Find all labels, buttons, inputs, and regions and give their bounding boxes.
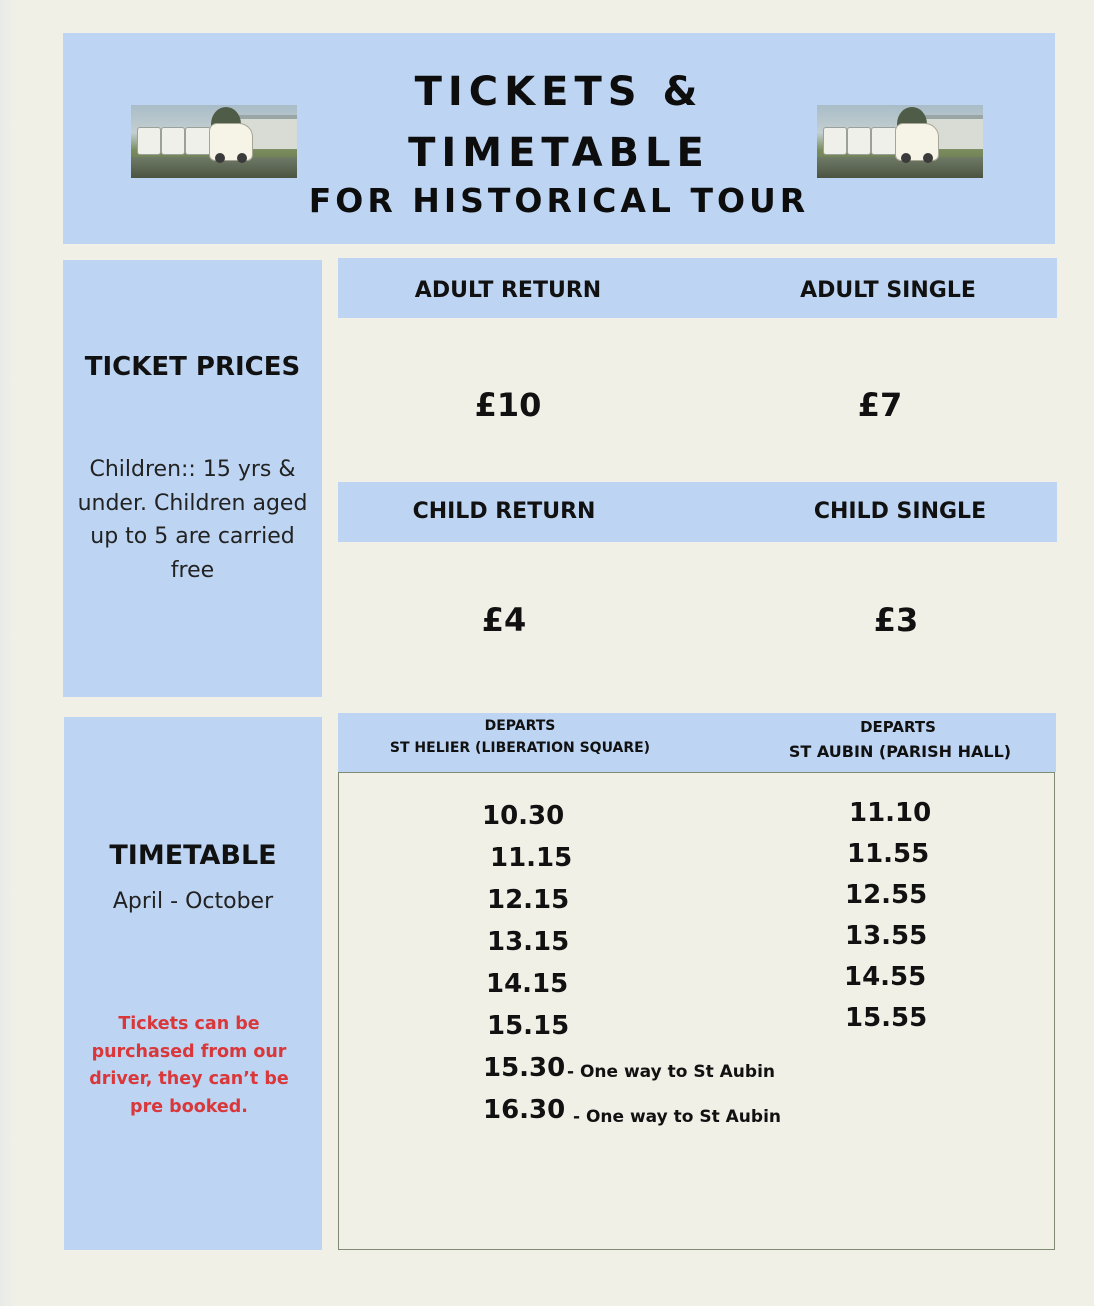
timetable-label: TIMETABLE bbox=[109, 840, 277, 871]
st-helier-heading-2: ST HELIER (LIBERATION SQUARE) bbox=[389, 740, 651, 756]
header-banner bbox=[63, 33, 1055, 244]
st-helier-time: 15.30 bbox=[483, 1053, 566, 1083]
st-aubin-heading-2: ST AUBIN (PARISH HALL) bbox=[788, 742, 1012, 761]
st-helier-time: 10.30 bbox=[482, 801, 565, 831]
st-aubin-heading-1: DEPARTS bbox=[860, 718, 936, 736]
st-helier-time: 12.15 bbox=[487, 885, 570, 915]
st-aubin-time: 11.55 bbox=[847, 839, 930, 869]
child-return-price: £4 bbox=[481, 601, 527, 639]
st-aubin-time: 14.55 bbox=[844, 962, 927, 992]
st-helier-time: 16.30 bbox=[483, 1095, 566, 1125]
title-line-3: FOR HISTORICAL TOUR bbox=[308, 181, 810, 220]
st-helier-time: 11.15 bbox=[490, 843, 573, 873]
st-aubin-time: 12.55 bbox=[845, 880, 928, 910]
child-single-price: £3 bbox=[873, 601, 919, 639]
title-line-2: TIMETABLE bbox=[408, 130, 710, 176]
st-aubin-time: 13.55 bbox=[845, 921, 928, 951]
one-way-note: - One way to St Aubin bbox=[573, 1107, 782, 1127]
booking-note: Tickets can be purchased from our driver, they can’t be pre booked. bbox=[89, 1014, 289, 1117]
ticket-prices-panel bbox=[63, 260, 322, 697]
st-helier-heading-1: DEPARTS bbox=[484, 718, 556, 734]
child-single-label: CHILD SINGLE bbox=[813, 499, 987, 524]
train-photo-right bbox=[817, 105, 983, 178]
timetable-box bbox=[338, 772, 1055, 1250]
page-edge bbox=[0, 0, 16, 1306]
ticket-prices-label: TICKET PRICES bbox=[84, 352, 301, 382]
adult-single-price: £7 bbox=[857, 386, 903, 424]
season-label: April - October bbox=[112, 889, 274, 914]
st-helier-time: 13.15 bbox=[487, 927, 570, 957]
children-age-note: Children:: 15 yrs & under. Children aged up to 5 are carried free bbox=[77, 457, 308, 583]
timetable-panel bbox=[64, 717, 322, 1250]
st-aubin-time: 15.55 bbox=[845, 1003, 928, 1033]
st-helier-time: 15.15 bbox=[487, 1011, 570, 1041]
one-way-note: - One way to St Aubin bbox=[567, 1062, 776, 1082]
st-aubin-time: 11.10 bbox=[849, 798, 932, 828]
child-return-label: CHILD RETURN bbox=[412, 499, 596, 524]
train-photo-left bbox=[131, 105, 297, 178]
adult-single-label: ADULT SINGLE bbox=[800, 278, 976, 303]
st-helier-time: 14.15 bbox=[486, 969, 569, 999]
adult-return-price: £10 bbox=[474, 386, 542, 424]
title-line-1: TICKETS & bbox=[414, 69, 704, 115]
adult-return-label: ADULT RETURN bbox=[414, 278, 602, 303]
